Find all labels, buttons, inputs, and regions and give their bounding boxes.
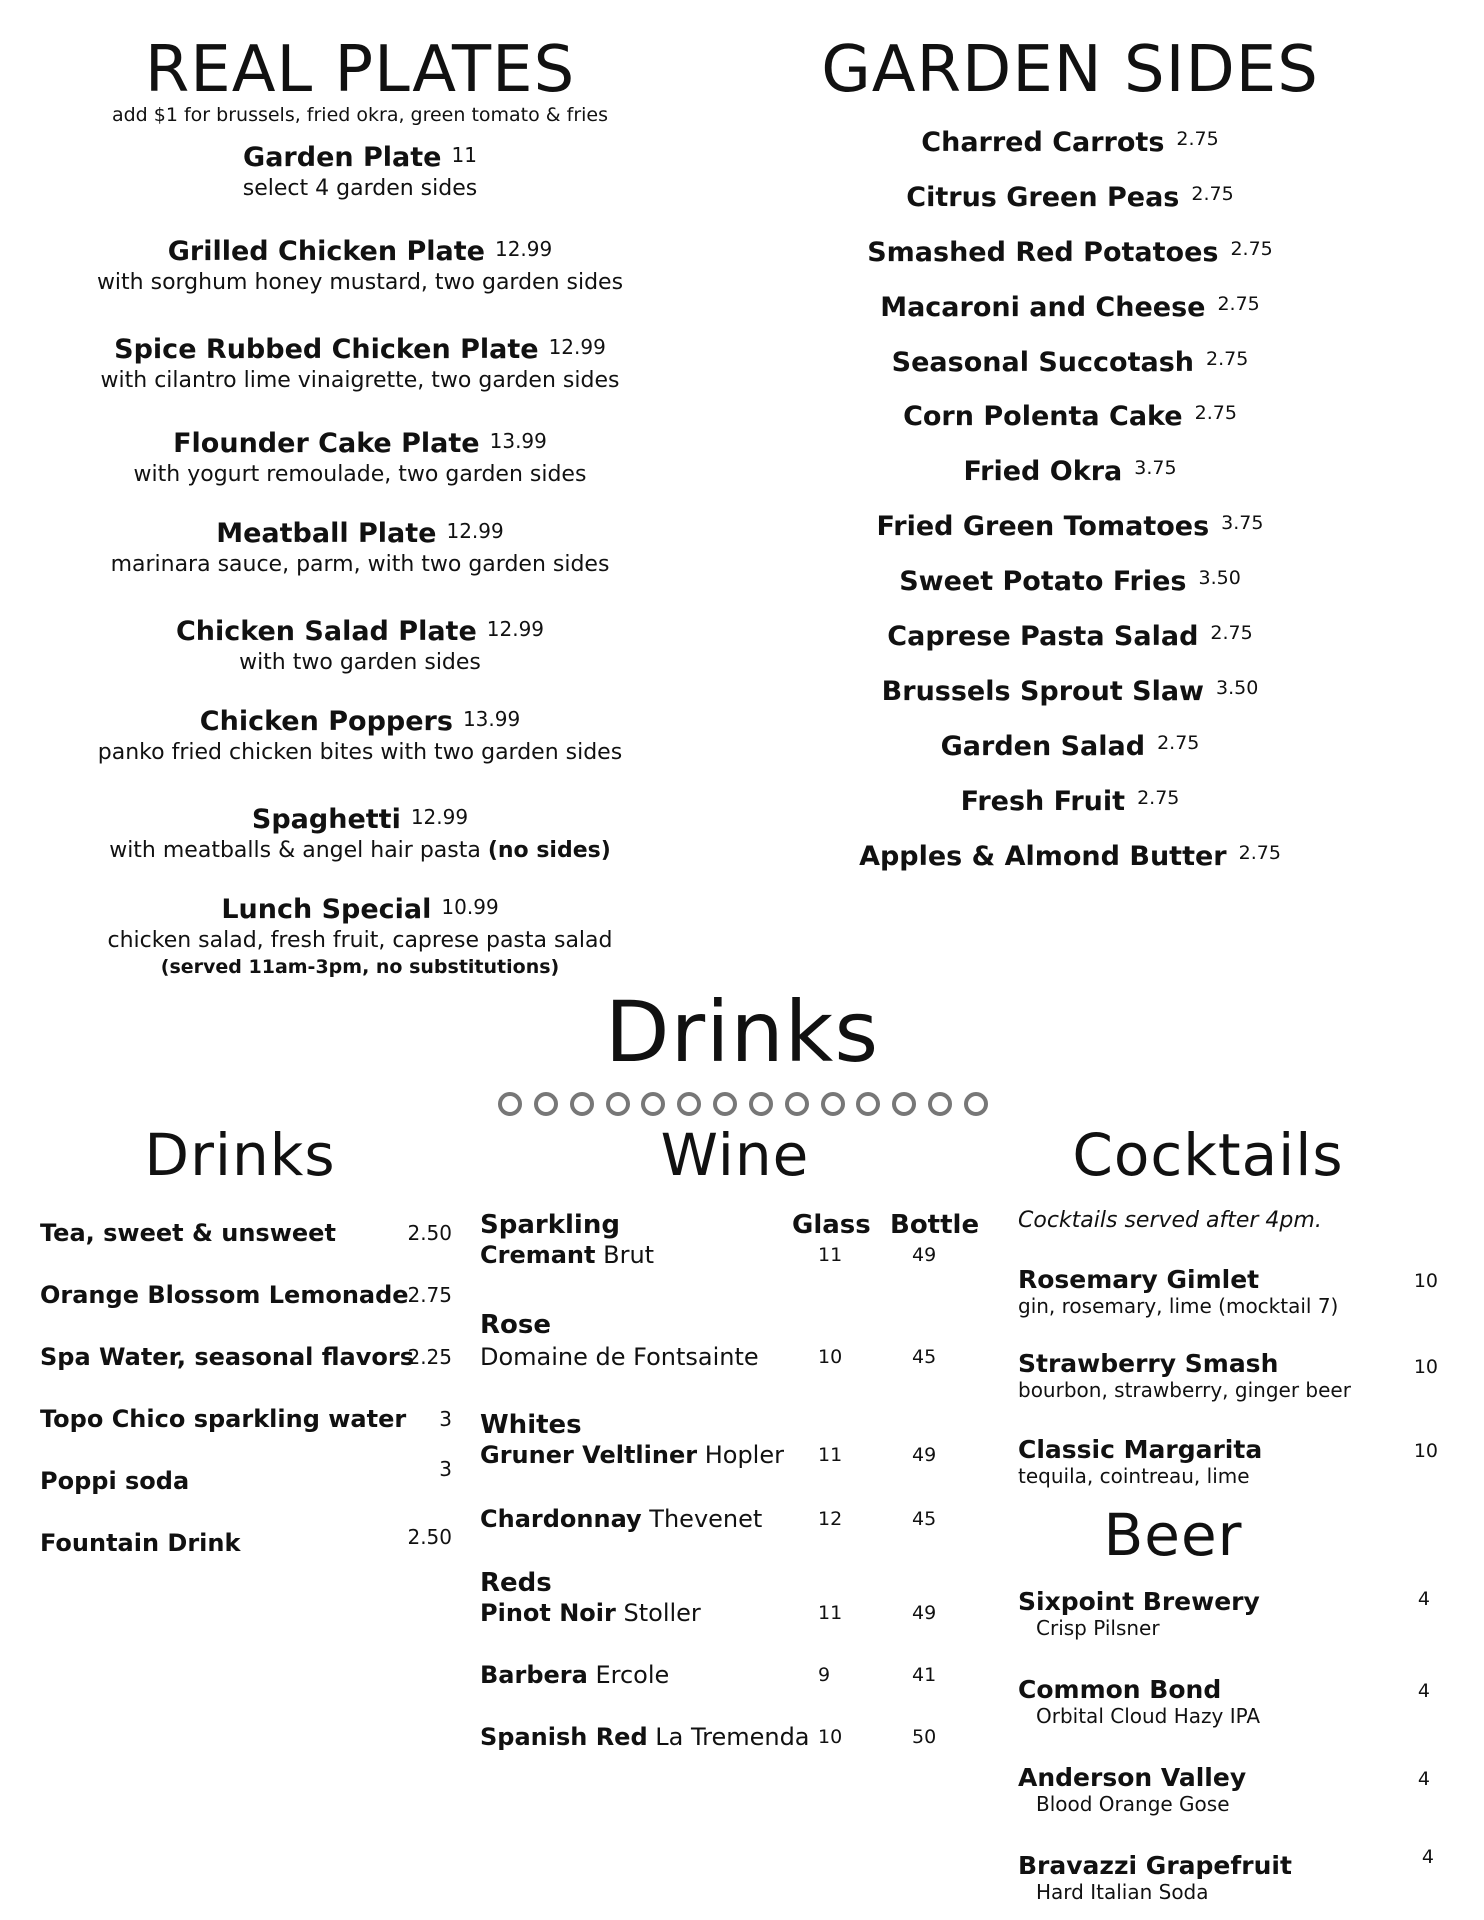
bottle-column-header: Bottle [890, 1210, 980, 1240]
cocktail-description: tequila, cointreau, lime [1018, 1464, 1250, 1488]
drinks-title: Drinks [144, 1121, 336, 1189]
item-description: with cilantro lime vinaigrette, two garden sides [100, 368, 620, 393]
wine-glass-price: 9 [818, 1664, 831, 1686]
side-price: 2.75 [1137, 787, 1180, 809]
side-price: 2.75 [1217, 293, 1260, 315]
item-name: Chicken Poppers [199, 706, 453, 737]
drink-item [40, 1280, 460, 1310]
wine-producer: Brut [595, 1241, 655, 1269]
garden-sides-section [810, 30, 1330, 872]
side-name: Brussels Sprout Slaw [881, 676, 1204, 707]
side-item [810, 451, 1330, 489]
divider-dot [928, 1092, 952, 1116]
item-description: panko fried chicken bites with two garden sides [97, 740, 623, 765]
drink-item [40, 1218, 460, 1248]
side-item [810, 836, 1330, 874]
wine-glass-price: 11 [818, 1244, 843, 1266]
item-description: select 4 garden sides [242, 176, 478, 201]
item-description: with sorghum honey mustard, two garden sides [96, 270, 624, 295]
wine-category: Rose [480, 1310, 551, 1340]
divider-dot [677, 1092, 701, 1116]
cocktail-price: 10 [1413, 1440, 1438, 1462]
drink-price: 2.25 [407, 1345, 452, 1369]
side-item [810, 726, 1330, 764]
side-name: Smashed Red Potatoes [867, 237, 1219, 268]
side-price: 3.50 [1216, 677, 1259, 699]
menu-item [40, 612, 680, 677]
menu-item [40, 138, 680, 203]
item-name: Spaghetti [251, 804, 401, 835]
menu-item [40, 424, 680, 489]
real-plates-section [40, 30, 680, 978]
drinks-heading: Drinks [604, 983, 880, 1081]
wine-category: Whites [480, 1410, 582, 1440]
divider-dot [498, 1092, 522, 1116]
side-name: Citrus Green Peas [906, 182, 1180, 213]
side-name: Seasonal Succotash [891, 347, 1195, 378]
beer-title: Beer [1103, 1501, 1243, 1569]
side-price: 2.75 [1230, 238, 1273, 260]
cocktails-title: Cocktails [1072, 1121, 1344, 1189]
cocktail-description: bourbon, strawberry, ginger beer [1018, 1378, 1351, 1402]
item-name: Garden Plate [243, 142, 442, 173]
beer-name: Common Bond [1018, 1675, 1222, 1704]
side-name: Macaroni and Cheese [880, 292, 1206, 323]
garden-sides-title: GARDEN SIDES [821, 33, 1319, 107]
wine-producer: Thevenet [641, 1505, 763, 1533]
wine-name: Barbera [480, 1661, 588, 1689]
item-description: marinara sauce, parm, with two garden sides [110, 552, 610, 577]
beer-price: 4 [1417, 1588, 1430, 1610]
side-name: Garden Salad [940, 731, 1146, 762]
beer-name: Sixpoint Brewery [1018, 1587, 1260, 1616]
beer-item [1018, 1764, 1438, 1816]
wine-item [480, 1660, 990, 1690]
item-description: with yogurt remoulade, two garden sides [133, 462, 587, 487]
divider-dot [606, 1092, 630, 1116]
side-price: 2.75 [1210, 622, 1253, 644]
item-description: with meatballs & angel hair pasta [109, 838, 481, 863]
side-item [810, 561, 1330, 599]
drink-name: Orange Blossom Lemonade [40, 1281, 409, 1309]
side-item [810, 287, 1330, 325]
wine-glass-price: 12 [818, 1508, 843, 1530]
drinks-section [40, 1120, 460, 1557]
wine-item [480, 1240, 990, 1270]
menu-item [40, 514, 680, 579]
cocktail-price: 10 [1413, 1270, 1438, 1292]
side-name: Charred Carrots [921, 127, 1165, 158]
cocktail-item [1018, 1350, 1438, 1402]
item-name: Grilled Chicken Plate [167, 236, 485, 267]
wine-producer: Hopler [697, 1441, 784, 1469]
divider-dot [964, 1092, 988, 1116]
item-description: chicken salad, fresh fruit, caprese pasta salad [107, 928, 613, 953]
beer-name: Anderson Valley [1018, 1763, 1247, 1792]
item-name: Flounder Cake Plate [173, 428, 480, 459]
item-note: (served 11am-3pm, no substitutions) [160, 956, 560, 978]
drink-name: Topo Chico sparkling water [40, 1405, 407, 1433]
item-price: 10.99 [441, 895, 499, 919]
wine-item [480, 1440, 990, 1470]
drink-name: Spa Water, seasonal flavors [40, 1343, 414, 1371]
wine-name: Cremant [480, 1241, 596, 1269]
side-item [810, 232, 1330, 270]
wine-producer: Ercole [587, 1661, 670, 1689]
drink-price: 2.50 [407, 1221, 452, 1245]
beer-item [1018, 1846, 1438, 1904]
side-item [810, 781, 1330, 819]
divider-dot [821, 1092, 845, 1116]
drink-item [40, 1342, 460, 1372]
item-price: 12.99 [446, 519, 504, 543]
drink-price: 3 [439, 1457, 452, 1481]
side-name: Fried Green Tomatoes [876, 511, 1210, 542]
wine-item [480, 1342, 990, 1372]
dot-divider [498, 1092, 988, 1118]
side-item [810, 506, 1330, 544]
beer-description: Orbital Cloud Hazy IPA [1036, 1704, 1261, 1728]
side-item [810, 122, 1330, 160]
item-price: 13.99 [489, 429, 547, 453]
drink-item [40, 1457, 460, 1496]
side-price: 2.75 [1194, 402, 1237, 424]
side-price: 2.75 [1157, 732, 1200, 754]
cocktail-item [1018, 1436, 1438, 1488]
divider-dot [534, 1092, 558, 1116]
wine-bottle-price: 45 [912, 1508, 937, 1530]
side-price: 3.75 [1134, 457, 1177, 479]
divider-dot [856, 1092, 880, 1116]
wine-category: Sparkling [480, 1210, 620, 1240]
beer-price: 4 [1417, 1768, 1430, 1790]
wine-item [480, 1722, 990, 1752]
item-description-bold: (no sides) [487, 838, 611, 863]
menu-item [40, 330, 680, 395]
wine-glass-price: 10 [818, 1726, 843, 1748]
side-item [810, 671, 1330, 709]
wine-name: Pinot Noir [480, 1599, 616, 1627]
cocktail-description: gin, rosemary, lime (mocktail 7) [1018, 1294, 1339, 1318]
side-item [810, 616, 1330, 654]
divider-dot [749, 1092, 773, 1116]
side-price: 3.75 [1221, 512, 1264, 534]
beer-item [1018, 1676, 1438, 1728]
item-name: Spice Rubbed Chicken Plate [114, 334, 539, 365]
side-item [810, 342, 1330, 380]
side-name: Fresh Fruit [960, 786, 1126, 817]
side-price: 2.75 [1176, 128, 1219, 150]
item-price: 11 [451, 143, 477, 167]
real-plates-subtitle: add $1 for brussels, fried okra, green tomato & fries [111, 104, 609, 126]
beer-description: Crisp Pilsner [1036, 1616, 1160, 1640]
side-name: Apples & Almond Butter [859, 841, 1227, 872]
menu-item [40, 800, 680, 865]
side-name: Fried Okra [963, 456, 1123, 487]
wine-bottle-price: 41 [912, 1664, 937, 1686]
cocktail-price: 10 [1413, 1356, 1438, 1378]
wine-bottle-price: 50 [912, 1726, 937, 1748]
cocktails-note: Cocktails served after 4pm. [1018, 1208, 1322, 1233]
side-price: 2.75 [1191, 183, 1234, 205]
drink-price: 2.50 [407, 1525, 452, 1549]
wine-producer: Domaine de Fontsainte [480, 1343, 759, 1371]
wine-glass-price: 11 [818, 1602, 843, 1624]
wine-bottle-price: 49 [912, 1444, 937, 1466]
drink-price: 3 [439, 1407, 452, 1431]
item-price: 12.99 [548, 335, 606, 359]
divider-dot [785, 1092, 809, 1116]
divider-dot [570, 1092, 594, 1116]
side-name: Sweet Potato Fries [899, 566, 1187, 597]
beer-item [1018, 1588, 1438, 1640]
beer-price: 4 [1421, 1846, 1434, 1868]
item-price: 12.99 [486, 617, 545, 641]
side-price: 2.75 [1238, 842, 1281, 864]
cocktail-name: Strawberry Smash [1018, 1349, 1279, 1378]
menu-item [40, 232, 680, 297]
item-price: 13.99 [462, 707, 521, 731]
item-name: Lunch Special [221, 894, 432, 925]
side-price: 2.75 [1206, 348, 1249, 370]
item-price: 12.99 [494, 237, 553, 261]
side-name: Caprese Pasta Salad [887, 621, 1199, 652]
wine-glass-price: 11 [818, 1444, 843, 1466]
wine-item [480, 1598, 990, 1628]
cocktail-name: Rosemary Gimlet [1018, 1265, 1260, 1294]
wine-item [480, 1504, 990, 1534]
wine-bottle-price: 45 [912, 1346, 937, 1368]
wine-producer: Stoller [615, 1599, 701, 1627]
side-item [810, 177, 1330, 215]
drink-item [40, 1525, 460, 1558]
drink-item [40, 1404, 460, 1434]
drink-name: Tea, sweet & unsweet [40, 1219, 336, 1247]
cocktail-name: Classic Margarita [1018, 1435, 1263, 1464]
drink-price: 2.75 [407, 1283, 452, 1307]
beer-name: Bravazzi Grapefruit [1018, 1851, 1292, 1880]
wine-name: Chardonnay [480, 1505, 642, 1533]
wine-producer: La Tremenda [647, 1723, 810, 1751]
cocktail-item [1018, 1266, 1438, 1318]
item-name: Meatball Plate [216, 518, 437, 549]
menu-item [40, 890, 680, 979]
wine-category: Reds [480, 1568, 552, 1598]
item-description: with two garden sides [239, 650, 481, 675]
side-item [810, 396, 1330, 434]
item-name: Chicken Salad Plate [175, 616, 477, 647]
wine-name: Spanish Red [480, 1723, 648, 1751]
beer-description: Hard Italian Soda [1036, 1880, 1209, 1904]
wine-name: Gruner Veltliner [480, 1441, 698, 1469]
menu-item [40, 702, 680, 767]
divider-dot [892, 1092, 916, 1116]
beer-price: 4 [1417, 1680, 1430, 1702]
side-price: 3.50 [1198, 567, 1241, 589]
glass-column-header: Glass [792, 1210, 871, 1240]
drink-name: Fountain Drink [40, 1529, 241, 1557]
wine-title: Wine [660, 1121, 810, 1189]
divider-dot [641, 1092, 665, 1116]
wine-glass-price: 10 [818, 1346, 843, 1368]
real-plates-title: REAL PLATES [144, 33, 576, 107]
item-price: 12.99 [410, 805, 469, 829]
beer-description: Blood Orange Gose [1036, 1792, 1230, 1816]
wine-bottle-price: 49 [912, 1244, 937, 1266]
wine-bottle-price: 49 [912, 1602, 937, 1624]
divider-dot [713, 1092, 737, 1116]
drink-name: Poppi soda [40, 1467, 190, 1495]
side-name: Corn Polenta Cake [903, 401, 1183, 432]
